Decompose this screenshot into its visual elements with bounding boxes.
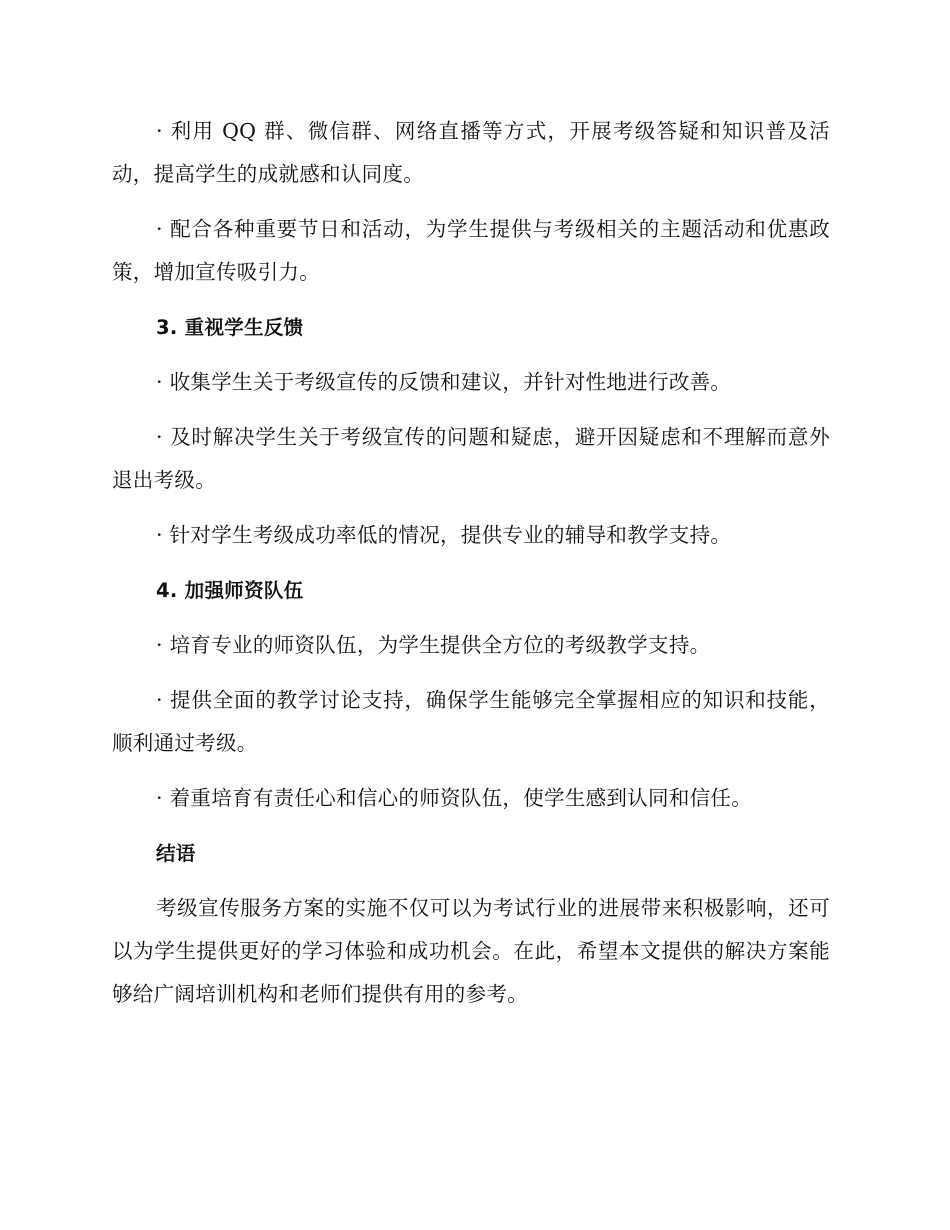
- section-heading: 4. 加强师资队伍: [156, 579, 304, 602]
- section-heading: 3. 重视学生反馈: [156, 316, 304, 339]
- bullet-paragraph: · 利用 QQ 群、微信群、网络直播等方式，开展考级答疑和知识普及活动，提高学生的成就感和认同度。: [112, 119, 830, 186]
- bullet-paragraph: · 着重培育有责任心和信心的师资队伍，使学生感到认同和信任。: [156, 786, 753, 810]
- bullet-paragraph: · 及时解决学生关于考级宣传的问题和疑虑，避开因疑虑和不理解而意外退出考级。: [112, 425, 830, 492]
- bullet-paragraph: · 收集学生关于考级宣传的反馈和建议，并针对性地进行改善。: [156, 370, 732, 394]
- bullet-paragraph: · 针对学生考级成功率低的情况，提供专业的辅导和教学支持。: [156, 523, 732, 547]
- conclusion-paragraph: 考级宣传服务方案的实施不仅可以为考试行业的进展带来积极影响，还可以为学生提供更好的学习体验和成功机会。在此，希望本文提供的解决方案能够给广阔培训机构和老师们提供有用的参考。: [112, 896, 830, 1006]
- conclusion-heading: 结语: [156, 842, 196, 865]
- bullet-paragraph: · 配合各种重要节日和活动，为学生提供与考级相关的主题活动和优惠政策，增加宣传吸引力。: [112, 217, 830, 284]
- bullet-paragraph: · 提供全面的教学讨论支持，确保学生能够完全掌握相应的知识和技能，顺利通过考级。: [112, 688, 830, 755]
- bullet-paragraph: · 培育专业的师资队伍，为学生提供全方位的考级教学支持。: [156, 633, 711, 657]
